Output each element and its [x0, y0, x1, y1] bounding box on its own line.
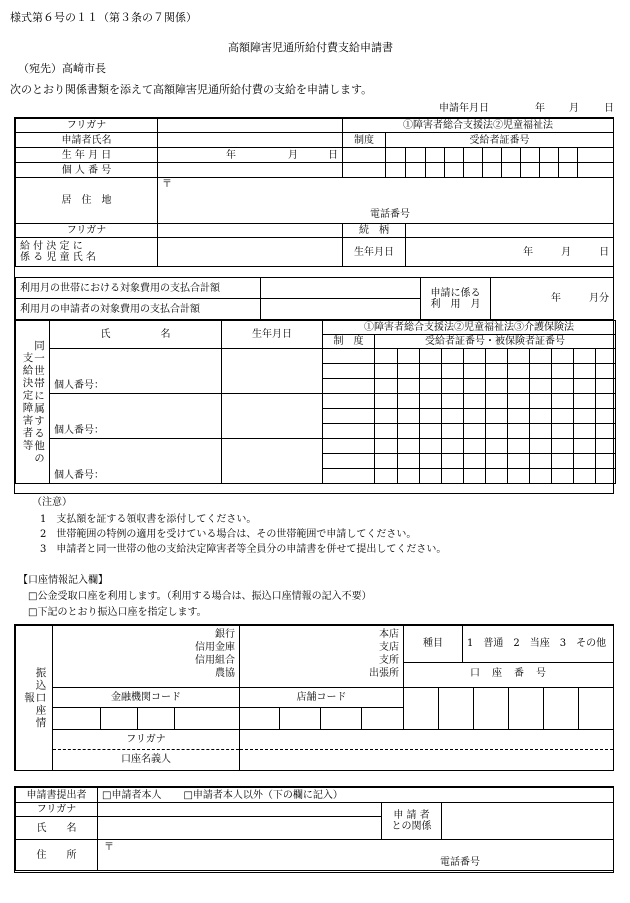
blank-cell[interactable] — [420, 364, 442, 379]
cert-digit[interactable] — [559, 148, 578, 163]
child-dob-label: 生年月日 — [343, 238, 406, 267]
cert-digit[interactable] — [464, 148, 483, 163]
blank-cell[interactable] — [508, 394, 530, 409]
blank-cell[interactable] — [464, 394, 486, 409]
blank-cell[interactable] — [375, 349, 398, 364]
child-relation-label: 続 柄 — [343, 224, 406, 238]
cert-digit[interactable] — [426, 163, 445, 178]
holder-name-label: 口座名義人 — [121, 754, 171, 765]
blank-cell[interactable] — [552, 439, 574, 454]
account-heading: 【口座情報記入欄】 — [18, 575, 108, 586]
branch-code-label: 店舗コード — [240, 688, 404, 708]
page-title: 高額障害児通所給付費支給申請書 — [228, 41, 393, 54]
blank-cell[interactable] — [323, 394, 375, 409]
applicant-name-label: 申請者氏名 — [16, 133, 158, 148]
cert-digit[interactable] — [540, 148, 559, 163]
blank-cell[interactable] — [464, 349, 486, 364]
applicant-address-label: 居 住 地 — [16, 178, 158, 224]
blank-cell[interactable] — [596, 349, 616, 364]
blank-cell[interactable] — [530, 364, 552, 379]
blank-cell[interactable] — [323, 364, 375, 379]
blank-cell[interactable] — [530, 349, 552, 364]
branch-code-digit[interactable] — [240, 708, 280, 730]
cert-digit[interactable] — [386, 148, 406, 163]
blank-cell[interactable] — [442, 379, 464, 394]
blank-cell[interactable] — [398, 364, 420, 379]
apply-date-month: 月 — [569, 103, 579, 114]
submitter-relation-field[interactable] — [442, 803, 614, 840]
blank-cell[interactable] — [508, 364, 530, 379]
blank-cell[interactable] — [442, 469, 464, 484]
member-dob-header: 生年月日 — [222, 321, 323, 349]
blank-cell[interactable] — [442, 439, 464, 454]
blank-cell[interactable] — [530, 439, 552, 454]
member-2-name[interactable]: 個人番号： — [50, 394, 222, 439]
blank-cell[interactable] — [552, 469, 574, 484]
submitter-address-label: 住 所 — [16, 840, 98, 871]
blank-cell[interactable] — [442, 364, 464, 379]
cert-digit[interactable] — [386, 163, 406, 178]
cert-digit[interactable] — [502, 148, 521, 163]
blank-cell[interactable] — [574, 469, 596, 484]
applicant-mynumber-label: 個 人 番 号 — [16, 163, 158, 178]
blank-cell[interactable] — [574, 439, 596, 454]
blank-cell[interactable] — [464, 439, 486, 454]
submitter-postal-mark: 〒 — [104, 842, 114, 853]
cert-digit[interactable] — [483, 148, 502, 163]
member-1-dob[interactable] — [222, 349, 323, 394]
cert-digit[interactable] — [406, 163, 426, 178]
cert-digit[interactable] — [502, 163, 521, 178]
blank-cell[interactable] — [398, 394, 420, 409]
bank-code-label: 金融機関コード — [53, 688, 240, 708]
submitter-furigana-label: フリガナ — [16, 803, 98, 817]
account-digit[interactable] — [509, 688, 544, 730]
intro-text: 次のとおり関係書類を添えて高額障害児通所給付費の支給を申請します。 — [10, 83, 373, 96]
kind-options[interactable]: 1 普通 2 当座 3 その他 — [463, 626, 614, 662]
submitter-relation-label: 申 請 者 との関係 — [382, 803, 442, 840]
apply-date-year: 年 — [535, 103, 545, 114]
blank-cell[interactable] — [323, 379, 375, 394]
applicant-system-cell[interactable] — [343, 148, 386, 163]
blank-cell[interactable] — [508, 454, 530, 469]
member-name-header: 氏 名 — [50, 321, 222, 349]
cert-digit[interactable] — [406, 148, 426, 163]
blank-cell[interactable] — [375, 454, 398, 469]
blank-cell[interactable] — [420, 379, 442, 394]
submitter-address-field[interactable] — [98, 840, 614, 871]
notes-heading: （注意） — [32, 497, 72, 508]
applicant-system-cell[interactable] — [343, 163, 386, 178]
public-account-option[interactable]: □公金受取口座を利用します。（利用する場合は、振込口座情報の記入不要） — [28, 591, 372, 602]
blank-cell[interactable] — [375, 424, 398, 439]
applicant-total-field[interactable] — [261, 299, 421, 320]
blank-cell[interactable] — [398, 469, 420, 484]
blank-cell[interactable] — [442, 349, 464, 364]
household-total-field[interactable] — [261, 278, 421, 299]
account-digit[interactable] — [474, 688, 509, 730]
postal-mark: 〒 — [162, 179, 172, 190]
applicant-name-field[interactable] — [158, 133, 343, 148]
blank-cell[interactable] — [596, 394, 616, 409]
totals-table — [15, 277, 614, 320]
blank-cell[interactable] — [420, 454, 442, 469]
blank-cell[interactable] — [398, 424, 420, 439]
holder-field-cell[interactable] — [240, 730, 614, 771]
kind-subtable — [404, 626, 613, 684]
applicant-total-label: 利用月の申請者の対象費用の支払合計額 — [16, 299, 261, 320]
form-number: 様式第６号の１１（第３条の７関係） — [10, 11, 197, 24]
member-cert-header: 受給者証番号・被保険者証番号 — [375, 335, 616, 349]
blank-cell[interactable] — [574, 349, 596, 364]
blank-cell[interactable] — [596, 439, 616, 454]
blank-cell[interactable] — [398, 379, 420, 394]
application-form — [14, 117, 614, 494]
blank-cell[interactable] — [420, 409, 442, 424]
blank-cell[interactable] — [398, 439, 420, 454]
child-relation-field[interactable] — [406, 224, 614, 238]
blank-cell[interactable] — [420, 424, 442, 439]
account-digit[interactable] — [579, 688, 614, 730]
branch-code-digit[interactable] — [362, 708, 404, 730]
blank-cell[interactable] — [574, 454, 596, 469]
blank-cell[interactable] — [375, 469, 398, 484]
member-system-header: 制 度 — [323, 335, 375, 349]
blank-cell[interactable] — [464, 379, 486, 394]
bank-code-digit[interactable] — [101, 708, 138, 730]
usage-month-label: 申請に係る 利 用 月 — [421, 278, 491, 320]
account-kind-cell — [404, 626, 614, 688]
cert-digit[interactable] — [578, 148, 614, 163]
blank-cell[interactable] — [464, 409, 486, 424]
blank-cell[interactable] — [596, 424, 616, 439]
account-form — [14, 624, 614, 771]
note-1: 1 支払額を証する領収書を添付してください。 — [40, 514, 257, 525]
submitter-label: 申請書提出者 — [16, 788, 98, 803]
blank-cell[interactable] — [375, 364, 398, 379]
blank-cell[interactable] — [486, 364, 508, 379]
blank-cell[interactable] — [596, 454, 616, 469]
dob-day: 日 — [328, 149, 339, 161]
blank-cell[interactable] — [323, 454, 375, 469]
cert-digit[interactable] — [483, 163, 502, 178]
submitter-self-option[interactable]: □申請者本人 — [102, 789, 162, 801]
branch-name-field[interactable]: 本店 支店 支所 出張所 — [240, 626, 404, 688]
usage-month-field[interactable]: 年 月分 — [491, 278, 614, 320]
blank-cell[interactable] — [420, 469, 442, 484]
kind-label: 種目 — [404, 626, 463, 662]
blank-cell[interactable] — [486, 394, 508, 409]
blank-cell[interactable] — [442, 454, 464, 469]
blank-cell[interactable] — [486, 379, 508, 394]
applicant-furigana-label: フリガナ — [16, 119, 158, 133]
child-furigana-field[interactable] — [158, 224, 343, 238]
blank-cell[interactable] — [596, 469, 616, 484]
blank-cell[interactable] — [375, 394, 398, 409]
blank-cell[interactable] — [420, 439, 442, 454]
blank-cell[interactable] — [464, 364, 486, 379]
blank-cell[interactable] — [442, 409, 464, 424]
household-table — [15, 320, 616, 484]
applicant-table — [15, 118, 614, 267]
blank-cell[interactable] — [574, 409, 596, 424]
submitter-table — [15, 787, 614, 871]
account-digit[interactable] — [439, 688, 474, 730]
blank-cell[interactable] — [323, 409, 375, 424]
blank-cell[interactable] — [486, 439, 508, 454]
member-law-header: ①障害者総合支援法②児童福祉法③介護保険法 — [323, 321, 616, 335]
blank-cell[interactable] — [508, 424, 530, 439]
holder-name-field[interactable] — [240, 750, 613, 770]
bank-code-digit[interactable] — [175, 708, 240, 730]
blank-cell[interactable] — [552, 454, 574, 469]
blank-cell[interactable] — [530, 394, 552, 409]
branch-code-digit[interactable] — [321, 708, 362, 730]
member-3-name[interactable]: 個人番号： — [50, 439, 222, 484]
household-side-label: 同一世帯に属する他の支給決定障害者等 — [16, 321, 50, 484]
addressee: （宛先）高崎市長 — [18, 62, 106, 75]
blank-cell[interactable] — [530, 469, 552, 484]
designated-account-option[interactable]: □下記のとおり振込口座を指定します。 — [28, 607, 207, 618]
cert-digit[interactable] — [521, 163, 540, 178]
applicant-address-field[interactable] — [158, 178, 614, 224]
cert-digit[interactable] — [464, 163, 483, 178]
holder-furigana-label: フリガナ — [53, 730, 239, 750]
blank-cell[interactable] — [552, 409, 574, 424]
holder-furigana-field[interactable] — [240, 730, 613, 750]
blank-cell[interactable] — [508, 409, 530, 424]
blank-cell[interactable] — [552, 379, 574, 394]
submitter-form — [14, 786, 614, 873]
cert-digit[interactable] — [559, 163, 578, 178]
blank-cell[interactable] — [552, 424, 574, 439]
account-table — [15, 625, 614, 771]
submitter-phone-label: 電話番号 — [440, 857, 480, 868]
child-furigana-label: フリガナ — [16, 224, 158, 238]
blank-cell[interactable] — [574, 379, 596, 394]
blank-cell[interactable] — [398, 409, 420, 424]
blank-cell[interactable] — [508, 469, 530, 484]
member-1-name[interactable]: 個人番号： — [50, 349, 222, 394]
account-digit[interactable] — [544, 688, 579, 730]
child-name-label: 給 付 決 定 に 係 る 児 童 氏 名 — [16, 238, 158, 267]
blank-cell[interactable] — [464, 454, 486, 469]
blank-cell[interactable] — [398, 349, 420, 364]
applicant-law-header: ①障害者総合支援法②児童福祉法 — [343, 119, 614, 133]
blank-cell[interactable] — [486, 469, 508, 484]
cert-digit[interactable] — [445, 148, 464, 163]
blank-cell[interactable] — [323, 439, 375, 454]
note-3: 3 申請者と同一世帯の他の支給決定障害者等全員分の申請書を併せて提出してください。 — [40, 544, 447, 555]
blank-cell[interactable] — [398, 454, 420, 469]
blank-cell[interactable] — [508, 349, 530, 364]
applicant-dob-field[interactable] — [158, 148, 343, 163]
applicant-dob-label: 生 年 月 日 — [16, 148, 158, 163]
blank-cell[interactable] — [596, 409, 616, 424]
cert-digit[interactable] — [445, 163, 464, 178]
blank-cell[interactable] — [530, 424, 552, 439]
blank-cell[interactable] — [596, 364, 616, 379]
apply-date-day: 日 — [604, 103, 614, 114]
apply-date-label: 申請年月日 — [439, 103, 489, 114]
submitter-name-field[interactable] — [98, 817, 382, 840]
blank-cell[interactable] — [375, 409, 398, 424]
blank-cell[interactable] — [420, 349, 442, 364]
blank-cell[interactable] — [375, 439, 398, 454]
branch-code-digit[interactable] — [280, 708, 321, 730]
blank-cell[interactable] — [323, 424, 375, 439]
cert-digit[interactable] — [578, 163, 614, 178]
bank-code-digit[interactable] — [53, 708, 101, 730]
blank-cell[interactable] — [442, 394, 464, 409]
blank-cell[interactable] — [375, 379, 398, 394]
bank-name-field[interactable]: 銀行 信用金庫 信用組合 農協 — [53, 626, 240, 688]
blank-cell[interactable] — [464, 424, 486, 439]
blank-cell[interactable] — [552, 394, 574, 409]
cert-digit[interactable] — [426, 148, 445, 163]
blank-cell[interactable] — [486, 349, 508, 364]
cert-digit[interactable] — [540, 163, 559, 178]
applicant-cert-label: 受給者証番号 — [386, 133, 614, 148]
blank-cell[interactable] — [464, 469, 486, 484]
account-side-label: 振込口座情報 — [16, 626, 53, 771]
blank-cell[interactable] — [420, 394, 442, 409]
submitter-furigana-field[interactable] — [98, 803, 382, 817]
submitter-name-label: 氏 名 — [16, 817, 98, 840]
applicant-mynumber-field[interactable] — [158, 163, 343, 178]
dob-year: 年 — [226, 149, 237, 161]
blank-cell[interactable] — [486, 454, 508, 469]
applicant-phone-label: 電話番号 — [370, 209, 410, 220]
blank-cell[interactable] — [574, 394, 596, 409]
account-number-label: 口 座 番 号 — [404, 662, 613, 684]
account-digit[interactable] — [404, 688, 439, 730]
blank-cell[interactable] — [486, 409, 508, 424]
holder-label-cell — [53, 730, 240, 771]
blank-cell[interactable] — [574, 364, 596, 379]
household-total-label: 利用月の世帯における対象費用の支払合計額 — [16, 278, 261, 299]
child-name-field[interactable] — [158, 238, 343, 267]
blank-cell[interactable] — [486, 424, 508, 439]
cert-digit[interactable] — [521, 148, 540, 163]
applicant-furigana-field[interactable] — [158, 119, 343, 133]
blank-cell[interactable] — [508, 439, 530, 454]
submitter-options[interactable] — [98, 788, 614, 803]
blank-cell[interactable] — [596, 379, 616, 394]
blank-cell[interactable] — [323, 469, 375, 484]
bank-code-digit[interactable] — [138, 708, 175, 730]
blank-cell[interactable] — [552, 349, 574, 364]
blank-cell[interactable] — [552, 364, 574, 379]
blank-cell[interactable] — [574, 424, 596, 439]
note-2: 2 世帯範囲の特例の適用を受けている場合は、その世帯範囲で申請してください。 — [40, 529, 417, 540]
submitter-other-option[interactable]: □申請者本人以外（下の欄に記入） — [183, 789, 343, 801]
member-2-dob[interactable] — [222, 394, 323, 439]
child-dob-field[interactable]: 年 月 日 — [406, 238, 614, 267]
dob-month: 月 — [288, 149, 299, 161]
blank-cell[interactable] — [530, 454, 552, 469]
blank-cell[interactable] — [530, 379, 552, 394]
blank-cell[interactable] — [442, 424, 464, 439]
applicant-system-label: 制度 — [343, 133, 386, 148]
blank-cell[interactable] — [323, 349, 375, 364]
blank-cell[interactable] — [530, 409, 552, 424]
blank-cell[interactable] — [508, 379, 530, 394]
member-3-dob[interactable] — [222, 439, 323, 484]
